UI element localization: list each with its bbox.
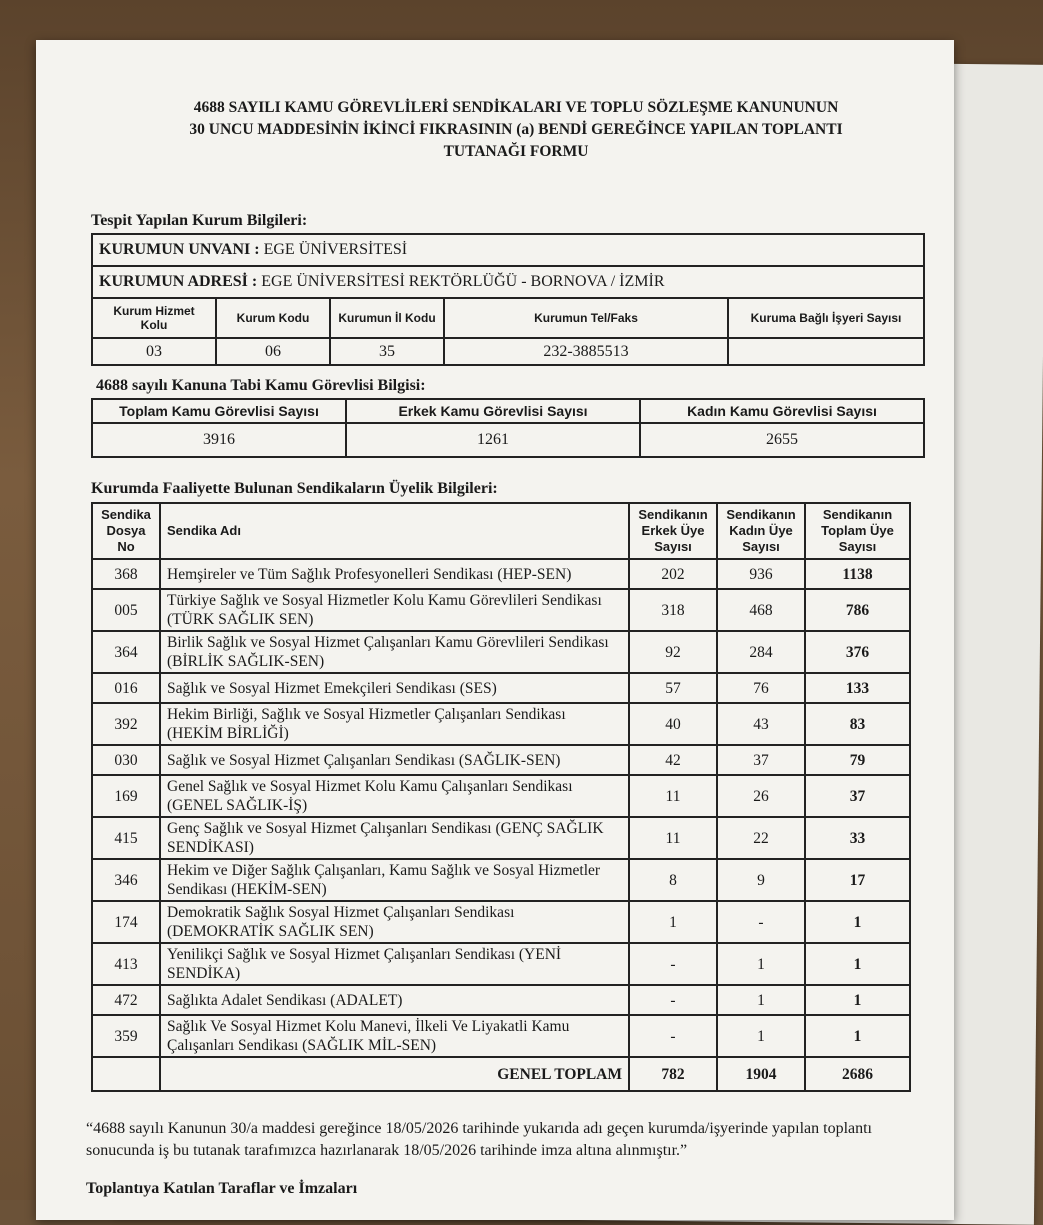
document-page (36, 40, 954, 1220)
total-row-empty-cell (92, 1057, 160, 1091)
union-name: Genel Sağlık ve Sosyal Hizmet Kolu Kamu Çalışanları Sendikası (GENEL SAĞLIK-İŞ) (160, 775, 629, 817)
union-male-count: 57 (629, 673, 717, 703)
union-male-count: 318 (629, 589, 717, 631)
union-female-count: - (717, 901, 805, 943)
value-male-staff: 1261 (346, 423, 640, 457)
union-female-count: 1 (717, 943, 805, 985)
union-female-count: 284 (717, 631, 805, 673)
union-name: Türkiye Sağlık ve Sosyal Hizmetler Kolu Kamu Görevlileri Sendikası (TÜRK SAĞLIK SEN) (160, 589, 629, 631)
union-row (92, 745, 910, 775)
document-title (96, 97, 936, 163)
union-male-count: 8 (629, 859, 717, 901)
union-total-count: 786 (805, 589, 910, 631)
unions-table (91, 502, 911, 1092)
union-total-count: 37 (805, 775, 910, 817)
header-female-members: Sendikanın Kadın Üye Sayısı (717, 503, 805, 559)
union-female-count: 9 (717, 859, 805, 901)
union-male-count: 11 (629, 775, 717, 817)
union-row (92, 943, 910, 985)
header-institution-code: Kurum Kodu (216, 298, 330, 338)
union-file-no: 364 (92, 631, 160, 673)
union-row (92, 703, 910, 745)
union-name: Hekim ve Diğer Sağlık Çalışanları, Kamu Sağlık ve Sosyal Hizmetler Sendikası (HEKİM-SEN) (160, 859, 629, 901)
union-male-count: 42 (629, 745, 717, 775)
header-service-branch: Kurum Hizmet Kolu (92, 298, 216, 338)
union-name: Demokratik Sağlık Sosyal Hizmet Çalışanları Sendikası (DEMOKRATİK SAĞLIK SEN) (160, 901, 629, 943)
header-male-staff: Erkek Kamu Görevlisi Sayısı (346, 399, 640, 423)
union-total-count: 83 (805, 703, 910, 745)
union-total-count: 79 (805, 745, 910, 775)
union-total-count: 1 (805, 943, 910, 985)
union-file-no: 174 (92, 901, 160, 943)
union-row (92, 1015, 910, 1057)
union-total-count: 376 (805, 631, 910, 673)
union-file-no: 169 (92, 775, 160, 817)
union-male-count: 202 (629, 559, 717, 589)
value-total-staff: 3916 (92, 423, 346, 457)
union-female-count: 1 (717, 985, 805, 1015)
union-male-count: - (629, 1015, 717, 1057)
union-name: Yenilikçi Sağlık ve Sosyal Hizmet Çalışanları Sendikası (YENİ SENDİKA) (160, 943, 629, 985)
header-total-members: Sendikanın Toplam Üye Sayısı (805, 503, 910, 559)
union-file-no: 346 (92, 859, 160, 901)
total-female: 1904 (717, 1057, 805, 1091)
union-file-no: 472 (92, 985, 160, 1015)
header-province-code: Kurumun İl Kodu (330, 298, 444, 338)
union-female-count: 468 (717, 589, 805, 631)
header-workplace-count: Kuruma Bağlı İşyeri Sayısı (728, 298, 924, 338)
union-total-count: 1138 (805, 559, 910, 589)
institution-name-value: EGE ÜNİVERSİTESİ (263, 241, 408, 258)
union-male-count: - (629, 985, 717, 1015)
header-female-staff: Kadın Kamu Görevlisi Sayısı (640, 399, 924, 423)
union-name: Sağlık ve Sosyal Hizmet Emekçileri Sendikası (SES) (160, 673, 629, 703)
union-row (92, 859, 910, 901)
header-file-no: Sendika Dosya No (92, 503, 160, 559)
union-female-count: 76 (717, 673, 805, 703)
total-male: 782 (629, 1057, 717, 1091)
union-row (92, 673, 910, 703)
total-label: GENEL TOPLAM (160, 1057, 629, 1091)
header-total-staff: Toplam Kamu Görevlisi Sayısı (92, 399, 346, 423)
union-name: Birlik Sağlık ve Sosyal Hizmet Çalışanları Kamu Görevlileri Sendikası (BİRLİK SAĞLIK-SEN) (160, 631, 629, 673)
title-line-1: 4688 SAYILI KAMU GÖREVLİLERİ SENDİKALARI VE TOPLU SÖZLEŞME KANUNUNUN (193, 99, 839, 116)
union-name: Genç Sağlık ve Sosyal Hizmet Çalışanları Sendikası (GENÇ SAĞLIK SENDİKASI) (160, 817, 629, 859)
union-total-count: 17 (805, 859, 910, 901)
value-female-staff: 2655 (640, 423, 924, 457)
value-institution-code: 06 (216, 338, 330, 365)
union-file-no: 030 (92, 745, 160, 775)
institution-name-row (92, 234, 924, 266)
union-total-count: 1 (805, 985, 910, 1015)
header-phone-fax: Kurumun Tel/Faks (444, 298, 728, 338)
title-line-2: 30 UNCU MADDESİNİN İKİNCİ FIKRASININ (a) BENDİ GEREĞİNCE YAPILAN TOPLANTI (189, 121, 843, 138)
staff-table (91, 398, 925, 458)
union-file-no: 359 (92, 1015, 160, 1057)
union-file-no: 392 (92, 703, 160, 745)
union-name: Sağlık ve Sosyal Hizmet Çalışanları Sendikası (SAĞLIK-SEN) (160, 745, 629, 775)
union-female-count: 1 (717, 1015, 805, 1057)
union-total-count: 133 (805, 673, 910, 703)
union-male-count: 92 (629, 631, 717, 673)
unions-section-label: Kurumda Faaliyette Bulunan Sendikaların Üyelik Bilgileri: (91, 480, 498, 497)
value-service-branch: 03 (92, 338, 216, 365)
value-workplace-count (728, 338, 924, 365)
union-row (92, 985, 910, 1015)
signatures-label: Toplantıya Katılan Taraflar ve İmzaları (86, 1180, 358, 1197)
statement-text: “4688 sayılı Kanunun 30/a maddesi gereğince 18/05/2026 tarihinde yukarıda adı geçen kurumda/işyerinde yapılan toplantı sonucunda iş bu tutanak tarafımızca hazırlanarak 18/05/2026 tarihinde imza altına alınmıştır.” (86, 1120, 872, 1159)
union-row (92, 775, 910, 817)
union-total-count: 1 (805, 901, 910, 943)
union-name: Sağlık Ve Sosyal Hizmet Kolu Manevi, İlkeli Ve Liyakatli Kamu Çalışanları Sendikası (SAĞLIK MİL-SEN) (160, 1015, 629, 1057)
total-row (92, 1057, 910, 1091)
union-file-no: 413 (92, 943, 160, 985)
union-row (92, 589, 910, 631)
union-row (92, 631, 910, 673)
union-row (92, 559, 910, 589)
union-name: Hemşireler ve Tüm Sağlık Profesyonelleri Sendikası (HEP-SEN) (160, 559, 629, 589)
union-female-count: 37 (717, 745, 805, 775)
union-female-count: 936 (717, 559, 805, 589)
union-file-no: 016 (92, 673, 160, 703)
union-female-count: 22 (717, 817, 805, 859)
institution-address-label: KURUMUN ADRESİ : (99, 273, 258, 290)
institution-name-label: KURUMUN UNVANI : (99, 241, 260, 258)
union-female-count: 26 (717, 775, 805, 817)
union-name: Sağlıkta Adalet Sendikası (ADALET) (160, 985, 629, 1015)
union-total-count: 33 (805, 817, 910, 859)
union-file-no: 368 (92, 559, 160, 589)
union-male-count: 1 (629, 901, 717, 943)
union-male-count: - (629, 943, 717, 985)
value-province-code: 35 (330, 338, 444, 365)
union-file-no: 415 (92, 817, 160, 859)
header-union-name: Sendika Adı (160, 503, 629, 559)
union-name: Hekim Birliği, Sağlık ve Sosyal Hizmetler Çalışanları Sendikası (HEKİM BİRLİĞİ) (160, 703, 629, 745)
institution-address-value: EGE ÜNİVERSİTESİ REKTÖRLÜĞÜ - BORNOVA / İZMİR (261, 273, 665, 290)
staff-section-label: 4688 sayılı Kanuna Tabi Kamu Görevlisi Bilgisi: (96, 377, 426, 394)
union-male-count: 11 (629, 817, 717, 859)
union-male-count: 40 (629, 703, 717, 745)
unions-table-body (92, 559, 910, 1057)
institution-section-label: Tespit Yapılan Kurum Bilgileri: (91, 212, 308, 229)
institution-address-row (92, 266, 924, 298)
union-female-count: 43 (717, 703, 805, 745)
header-male-members: Sendikanın Erkek Üye Sayısı (629, 503, 717, 559)
total-all: 2686 (805, 1057, 910, 1091)
value-phone-fax: 232-3885513 (444, 338, 728, 365)
union-row (92, 901, 910, 943)
union-row (92, 817, 910, 859)
union-total-count: 1 (805, 1015, 910, 1057)
title-line-3: TUTANAĞI FORMU (443, 143, 589, 160)
institution-table (91, 233, 925, 366)
union-file-no: 005 (92, 589, 160, 631)
